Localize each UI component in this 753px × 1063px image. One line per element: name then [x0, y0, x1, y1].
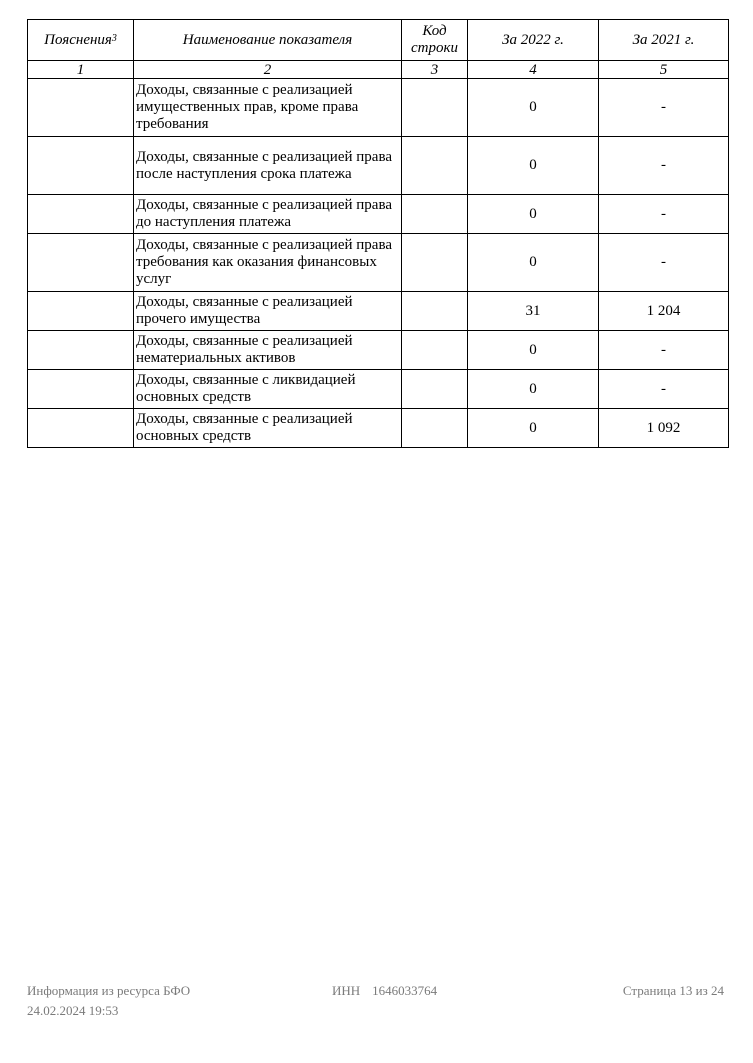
- row-notes: [28, 292, 134, 331]
- row-value-2021: 1 092: [599, 409, 729, 448]
- row-code: [402, 234, 468, 292]
- row-name: Доходы, связанные с реализацией прочего имущества: [134, 292, 402, 331]
- column-number: 1: [28, 61, 134, 79]
- row-code: [402, 137, 468, 195]
- table-row: [28, 195, 729, 234]
- row-code: [402, 195, 468, 234]
- header-notes-footnote: 3: [111, 32, 117, 44]
- row-notes: [28, 370, 134, 409]
- header-2022: За 2022 г.: [468, 20, 599, 61]
- row-name: Доходы, связанные с ликвидацией основных средств: [134, 370, 402, 409]
- table-row: [28, 409, 729, 448]
- column-number: 3: [402, 61, 468, 79]
- row-value-2022: 0: [468, 234, 599, 292]
- footer-datetime: 24.02.2024 19:53: [27, 1003, 119, 1018]
- row-value-2021: -: [599, 79, 729, 137]
- row-name: Доходы, связанные с реализацией нематериальных активов: [134, 331, 402, 370]
- header-name: Наименование показателя: [134, 20, 402, 61]
- table-row: [28, 234, 729, 292]
- header-code: Код строки: [402, 20, 468, 61]
- header-2021: За 2021 г.: [599, 20, 729, 61]
- header-row: [28, 20, 729, 61]
- column-number: 4: [468, 61, 599, 79]
- column-number: 2: [134, 61, 402, 79]
- footer-inn-label: ИНН: [332, 983, 361, 998]
- row-value-2022: 0: [468, 370, 599, 409]
- table-row: [28, 137, 729, 195]
- row-value-2022: 0: [468, 137, 599, 195]
- column-number-row: [28, 61, 729, 79]
- table-row: [28, 79, 729, 137]
- table-row: [28, 370, 729, 409]
- row-notes: [28, 331, 134, 370]
- row-value-2022: 0: [468, 79, 599, 137]
- row-code: [402, 292, 468, 331]
- row-notes: [28, 195, 134, 234]
- column-number: 5: [599, 61, 729, 79]
- footer-inn: [332, 983, 437, 999]
- row-value-2022: 31: [468, 292, 599, 331]
- row-notes: [28, 409, 134, 448]
- row-code: [402, 409, 468, 448]
- row-name: Доходы, связанные с реализацией основных средств: [134, 409, 402, 448]
- report-table: [27, 19, 729, 448]
- row-value-2022: 0: [468, 409, 599, 448]
- row-value-2021: -: [599, 370, 729, 409]
- row-notes: [28, 79, 134, 137]
- row-code: [402, 370, 468, 409]
- row-value-2022: 0: [468, 331, 599, 370]
- table-row: [28, 292, 729, 331]
- table-row: [28, 331, 729, 370]
- row-value-2021: -: [599, 195, 729, 234]
- row-value-2021: 1 204: [599, 292, 729, 331]
- row-name: Доходы, связанные с реализацией права до наступления платежа: [134, 195, 402, 234]
- row-value-2021: -: [599, 331, 729, 370]
- row-value-2021: -: [599, 234, 729, 292]
- footer-source: Информация из ресурса БФО: [27, 983, 191, 998]
- row-name: Доходы, связанные с реализацией имущественных прав, кроме права требования: [134, 79, 402, 137]
- row-notes: [28, 234, 134, 292]
- row-notes: [28, 137, 134, 195]
- footer-page-number: Страница 13 из 24: [622, 983, 724, 998]
- row-code: [402, 331, 468, 370]
- row-code: [402, 79, 468, 137]
- footer-inn-value: 1646033764: [372, 983, 438, 998]
- row-value-2021: -: [599, 137, 729, 195]
- row-value-2022: 0: [468, 195, 599, 234]
- row-name: Доходы, связанные с реализацией права после наступления срока платежа: [134, 137, 402, 195]
- header-notes: Пояснения$^3$: [28, 20, 134, 61]
- row-name: Доходы, связанные с реализацией права требования как оказания финансовых услуг: [134, 234, 402, 292]
